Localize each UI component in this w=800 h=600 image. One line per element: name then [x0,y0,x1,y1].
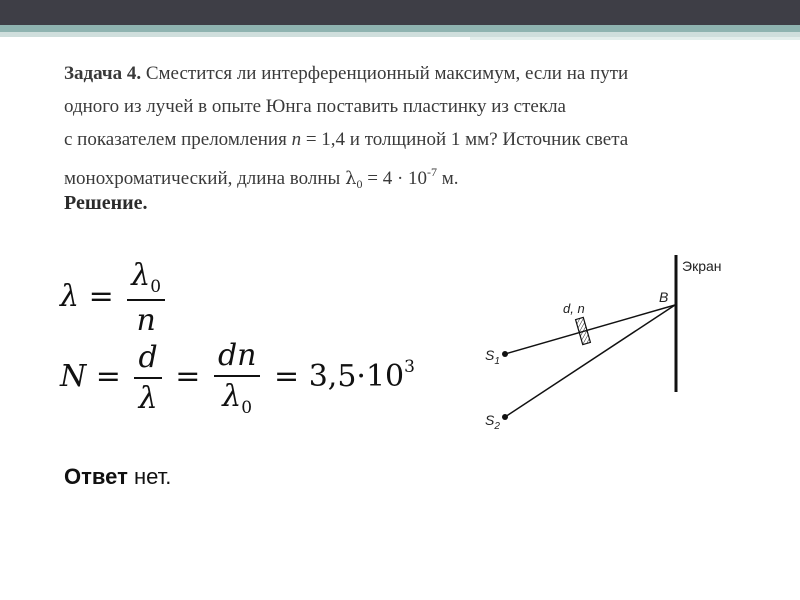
formula2-equals-2: = [175,359,201,394]
top-bar [0,0,800,25]
source-s1 [502,351,508,357]
formula-lambda [60,258,169,338]
lambda-symbol: λ [345,168,357,189]
wavelength-value: = 4 [367,168,393,189]
formula1-fraction [127,258,165,338]
formula2-result: 3,5·10 [308,359,405,394]
source-s2-label [485,412,500,432]
formula2-denominator-2 [214,377,261,418]
formula2-den-sub: 0 [241,398,253,418]
formula2-equals-1: = [95,359,121,394]
power-exponent: -7 [427,165,438,179]
formula2-numerator-1: d [134,340,161,379]
formula2-fraction-1 [134,340,161,416]
formula2-result-exponent: 3 [404,357,415,377]
source-s2 [502,414,508,420]
formula2-denominator-1: λ [138,381,158,416]
problem-line-1 [64,57,754,90]
problem-line-2: одного из лучей в опыте Юнга поставить пластинку из стекла [64,96,566,117]
plate-label: d, n [563,301,585,316]
young-experiment-diagram [470,245,750,445]
formula2-den-lambda: λ [222,379,242,414]
formula2-fraction-2 [214,338,261,418]
problem-statement [64,57,754,201]
source-s1-label [485,347,500,367]
problem-text-3a: с показателем преломления [64,129,287,150]
formula1-denominator: n [136,303,156,338]
formula1-equals: = [88,279,114,314]
formula2-numerator-2: dn [214,338,261,377]
answer-text: нет. [133,464,172,489]
problem-text-3b: = 1,4 и толщиной 1 мм? Источник света [305,129,629,150]
s1-subscript: 1 [494,356,500,367]
s2-subscript: 2 [494,421,500,432]
formula1-num-sub: 0 [150,277,162,297]
s2-letter: S [485,412,495,428]
formula-n [60,338,415,418]
formula1-lhs: λ [60,279,80,314]
problem-line-4 [64,156,754,201]
point-b-label: B [659,289,669,305]
solution-heading: Решение. [64,192,148,214]
accent-stripe-faint [470,37,800,40]
problem-title: Задача 4. [64,63,142,84]
lambda-subscript: 0 [356,177,363,191]
answer-label: Ответ [64,464,128,489]
formula2-lhs: N [60,359,87,394]
ray-s1 [505,305,675,354]
problem-text-1: Сместится ли интерференционный максимум, если на пути [145,63,629,84]
glass-plate [576,317,591,344]
refractive-index-symbol: n [291,129,302,150]
problem-line-3 [64,123,754,156]
formula2-equals-3: = [274,359,300,394]
multiply-dot: · [396,168,404,189]
problem-text-4a: монохроматический, длина волны [64,168,341,189]
formula1-num-lambda: λ [131,258,151,293]
screen-label: Экран [682,258,722,274]
accent-stripe [0,25,800,32]
power-base: 10 [408,168,428,189]
formula1-numerator [127,258,165,301]
ray-s2 [505,305,675,417]
answer [64,464,171,490]
wavelength-unit: м. [441,168,459,189]
s1-letter: S [485,347,495,363]
